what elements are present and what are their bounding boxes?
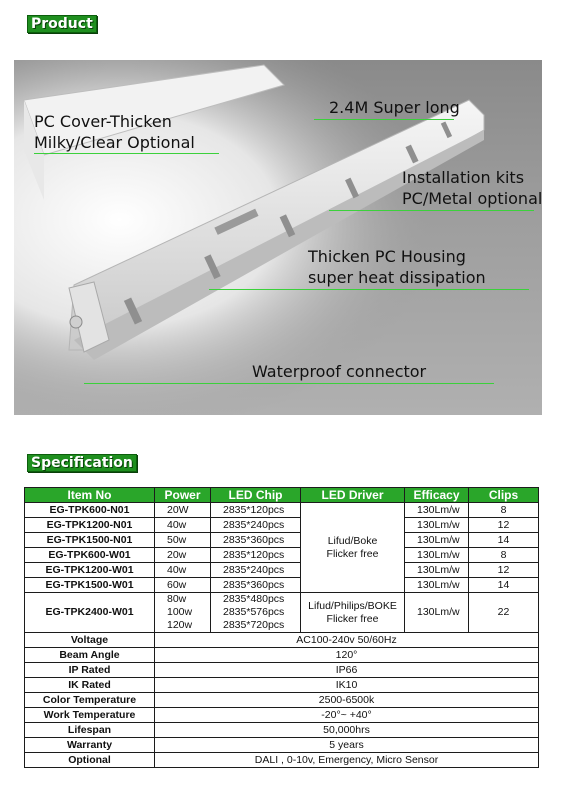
table-row bbox=[25, 593, 539, 633]
spec-row bbox=[25, 723, 539, 738]
callout-pc-cover-underline bbox=[34, 153, 219, 154]
led-driver-line1: Lifud/Boke bbox=[327, 534, 378, 547]
led-driver-group bbox=[301, 593, 405, 633]
table-row bbox=[25, 548, 539, 563]
callout-kits-line1: Installation kits bbox=[402, 168, 525, 187]
header-efficacy: Efficacy bbox=[405, 488, 469, 503]
header-clips: Clips bbox=[469, 488, 539, 503]
item-no: EG-TPK600-N01 bbox=[25, 503, 155, 518]
efficacy: 130Lm/w bbox=[405, 578, 469, 593]
item-no: EG-TPK1200-W01 bbox=[25, 563, 155, 578]
table-row bbox=[25, 518, 539, 533]
clips: 14 bbox=[469, 578, 539, 593]
header-led-chip: LED Chip bbox=[211, 488, 301, 503]
spec-row bbox=[25, 648, 539, 663]
spec-row bbox=[25, 753, 539, 768]
spec-value: 120° bbox=[155, 648, 539, 663]
clips: 8 bbox=[469, 503, 539, 518]
callout-housing-line2: super heat dissipation bbox=[308, 268, 486, 287]
led-chip-option: 2835*720pcs bbox=[223, 619, 285, 631]
led-chip-option: 2835*576pcs bbox=[223, 606, 285, 618]
efficacy: 130Lm/w bbox=[405, 593, 469, 633]
led-chip: 2835*360pcs bbox=[211, 533, 301, 548]
spec-value: 50,000hrs bbox=[155, 723, 539, 738]
power: 20W bbox=[155, 503, 211, 518]
header-led-driver: LED Driver bbox=[301, 488, 405, 503]
efficacy: 130Lm/w bbox=[405, 518, 469, 533]
led-chip: 2835*360pcs bbox=[211, 578, 301, 593]
callout-connector-underline bbox=[84, 383, 494, 384]
efficacy: 130Lm/w bbox=[405, 563, 469, 578]
item-no: EG-TPK1500-W01 bbox=[25, 578, 155, 593]
spec-label: Warranty bbox=[25, 738, 155, 753]
power: 50w bbox=[155, 533, 211, 548]
callout-length: 2.4M Super long bbox=[329, 98, 460, 117]
led-chip: 2835*240pcs bbox=[211, 518, 301, 533]
spec-label: Work Temperature bbox=[25, 708, 155, 723]
spec-label: Lifespan bbox=[25, 723, 155, 738]
spec-row bbox=[25, 678, 539, 693]
clips: 8 bbox=[469, 548, 539, 563]
led-chip: 2835*120pcs bbox=[211, 548, 301, 563]
callout-connector: Waterproof connector bbox=[252, 362, 427, 381]
spec-value: 5 years bbox=[155, 738, 539, 753]
spec-value: 2500-6500k bbox=[155, 693, 539, 708]
table-row bbox=[25, 503, 539, 518]
table-row bbox=[25, 563, 539, 578]
item-no: EG-TPK600-W01 bbox=[25, 548, 155, 563]
spec-value: IP66 bbox=[155, 663, 539, 678]
led-chip-multi bbox=[211, 593, 301, 633]
spec-row bbox=[25, 708, 539, 723]
spec-value: AC100-240v 50/60Hz bbox=[155, 633, 539, 648]
spec-label: Beam Angle bbox=[25, 648, 155, 663]
power: 60w bbox=[155, 578, 211, 593]
led-driver-group bbox=[301, 503, 405, 593]
spec-value: -20°~ +40° bbox=[155, 708, 539, 723]
specification-section-tag: Specification bbox=[27, 454, 137, 472]
clips: 22 bbox=[469, 593, 539, 633]
callout-kits-line2: PC/Metal optional bbox=[402, 189, 542, 208]
spec-row bbox=[25, 633, 539, 648]
spec-label: Optional bbox=[25, 753, 155, 768]
spec-value: IK10 bbox=[155, 678, 539, 693]
specification-table bbox=[24, 487, 539, 768]
led-driver-line2: Flicker free bbox=[326, 612, 379, 625]
efficacy: 130Lm/w bbox=[405, 503, 469, 518]
product-photo bbox=[14, 60, 542, 415]
header-power: Power bbox=[155, 488, 211, 503]
callout-housing-line1: Thicken PC Housing bbox=[308, 247, 466, 266]
spec-row bbox=[25, 663, 539, 678]
spec-label: IP Rated bbox=[25, 663, 155, 678]
clips: 14 bbox=[469, 533, 539, 548]
table-row bbox=[25, 578, 539, 593]
item-no: EG-TPK2400-W01 bbox=[25, 593, 155, 633]
clips: 12 bbox=[469, 518, 539, 533]
table-header-row bbox=[25, 488, 539, 503]
spec-label: IK Rated bbox=[25, 678, 155, 693]
product-section-tag: Product bbox=[27, 15, 97, 33]
clips: 12 bbox=[469, 563, 539, 578]
power: 20w bbox=[155, 548, 211, 563]
callout-pc-cover-line2: Milky/Clear Optional bbox=[34, 133, 195, 152]
item-no: EG-TPK1500-N01 bbox=[25, 533, 155, 548]
power: 40w bbox=[155, 563, 211, 578]
callout-kits-underline bbox=[329, 210, 534, 211]
led-chip: 2835*240pcs bbox=[211, 563, 301, 578]
callout-length-underline bbox=[314, 119, 454, 120]
power-option: 100w bbox=[167, 606, 193, 618]
spec-row bbox=[25, 738, 539, 753]
callout-pc-cover-line1: PC Cover-Thicken bbox=[34, 112, 172, 131]
power-multi bbox=[155, 593, 211, 633]
spec-row bbox=[25, 693, 539, 708]
spec-label: Color Temperature bbox=[25, 693, 155, 708]
led-chip-option: 2835*480pcs bbox=[223, 593, 285, 605]
item-no: EG-TPK1200-N01 bbox=[25, 518, 155, 533]
spec-label: Voltage bbox=[25, 633, 155, 648]
led-driver-line1: Lifud/Philips/BOKE bbox=[308, 599, 397, 612]
efficacy: 130Lm/w bbox=[405, 533, 469, 548]
header-item-no: Item No bbox=[25, 488, 155, 503]
efficacy: 130Lm/w bbox=[405, 548, 469, 563]
table-row bbox=[25, 533, 539, 548]
power-option: 80w bbox=[167, 593, 187, 605]
led-driver-line2: Flicker free bbox=[326, 547, 379, 560]
power-option: 120w bbox=[167, 619, 193, 631]
led-chip: 2835*120pcs bbox=[211, 503, 301, 518]
spec-value: DALI , 0-10v, Emergency, Micro Sensor bbox=[155, 753, 539, 768]
power: 40w bbox=[155, 518, 211, 533]
callout-housing-underline bbox=[209, 289, 529, 290]
